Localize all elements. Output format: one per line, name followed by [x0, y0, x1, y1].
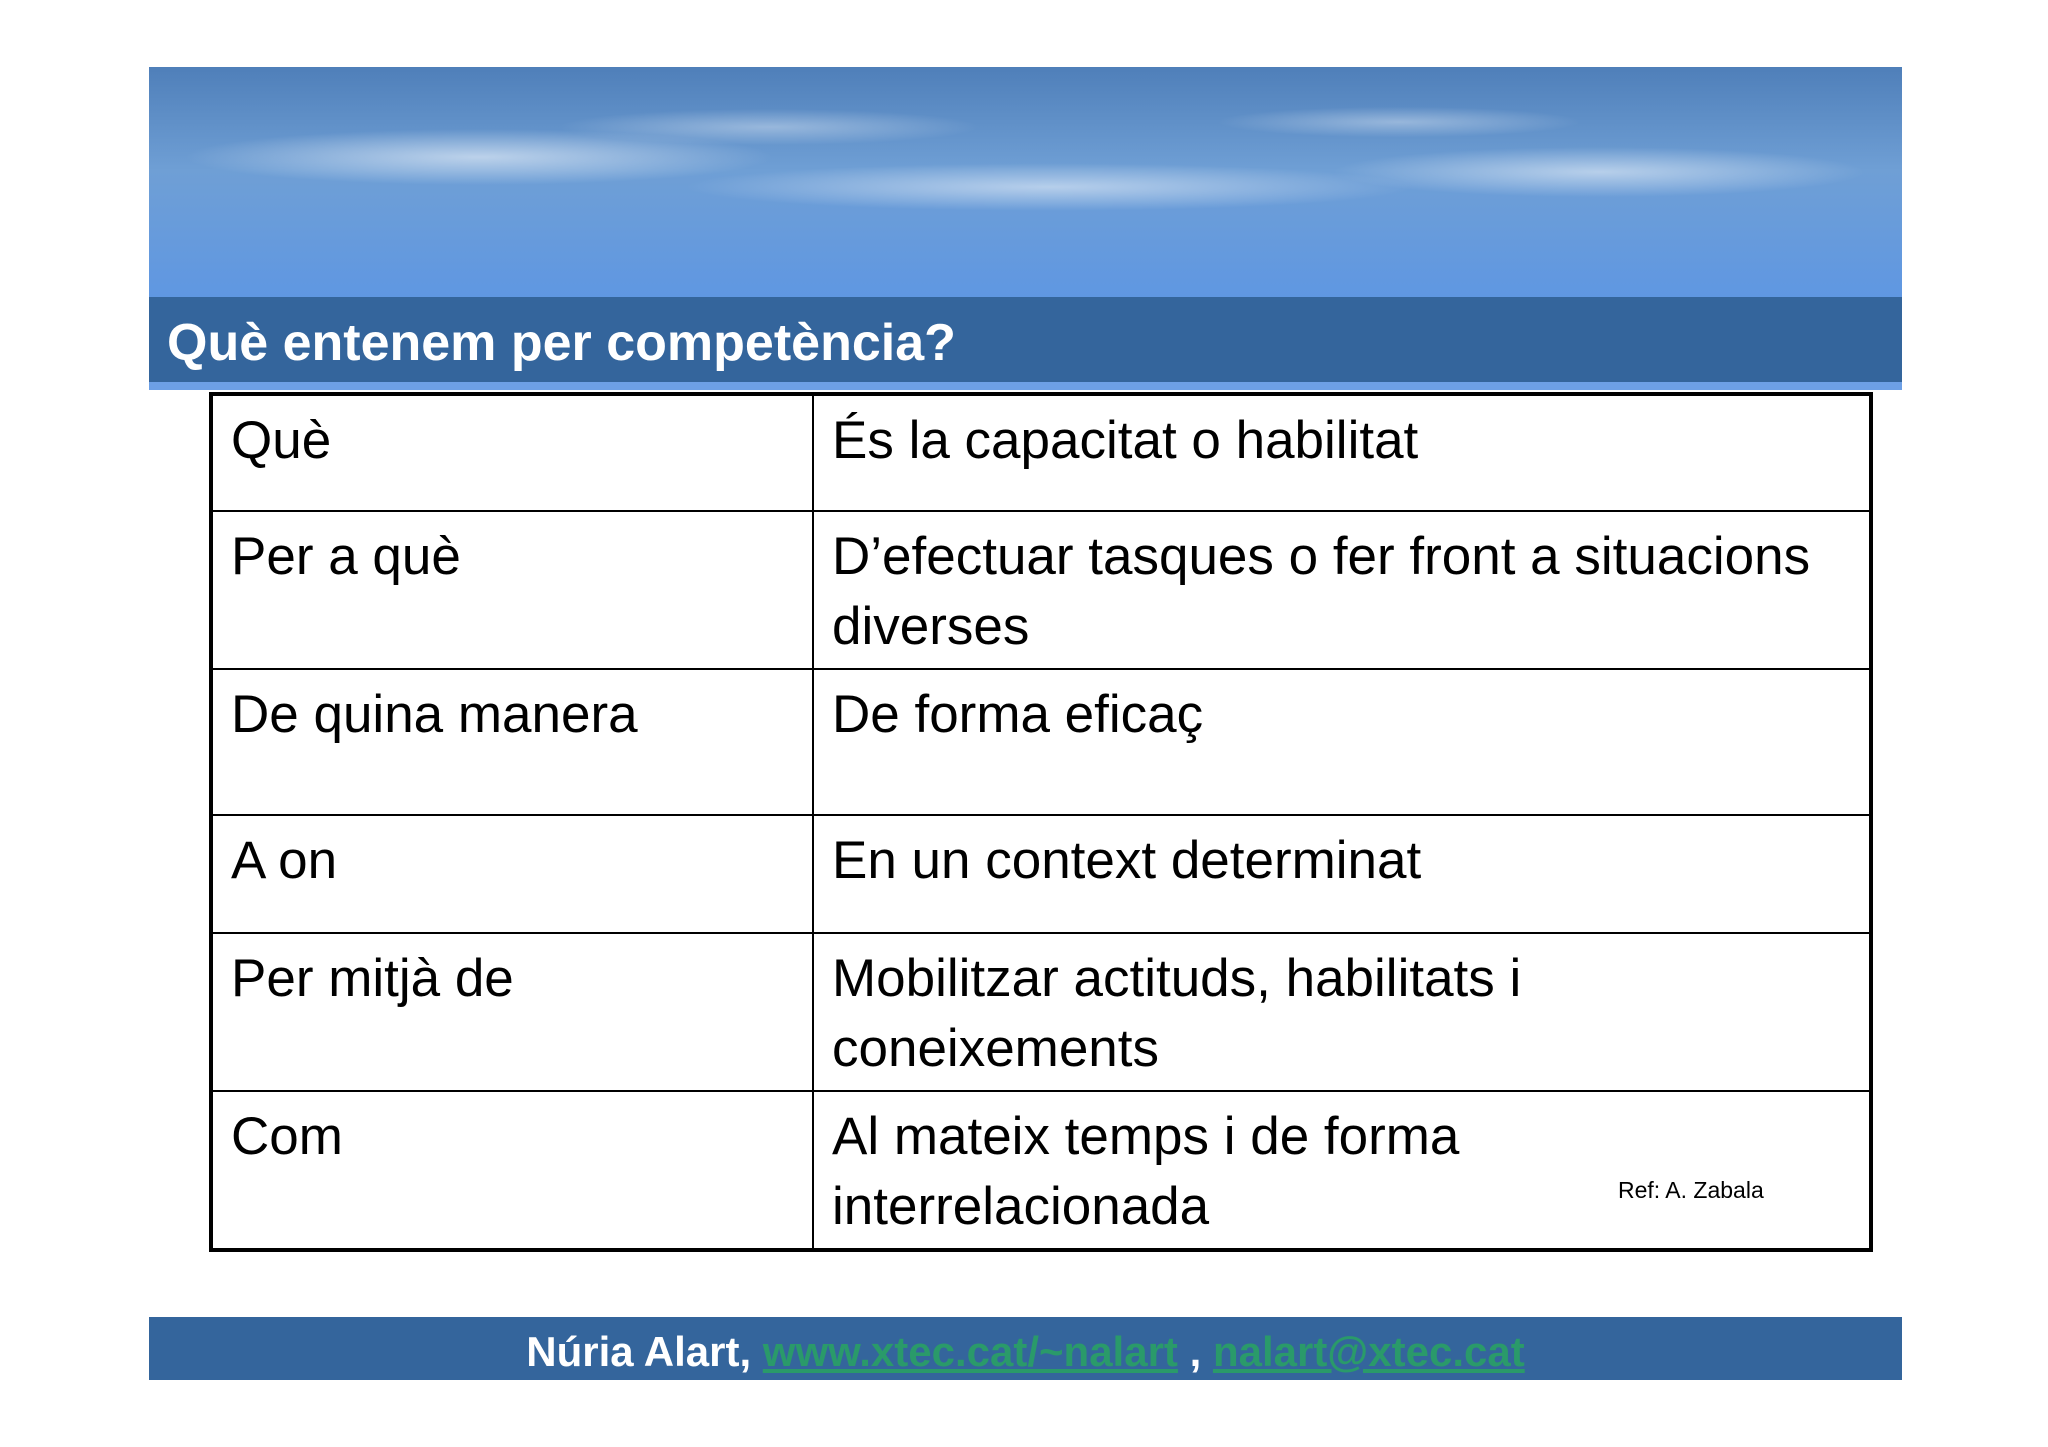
- table-row: [211, 394, 1871, 511]
- row-key: De quina manera: [211, 669, 813, 815]
- row-key: A on: [211, 815, 813, 933]
- table-row: [211, 1091, 1871, 1250]
- row-value: Mobilitzar actituds, habilitats i coneixements: [813, 933, 1871, 1091]
- table-row: [211, 669, 1871, 815]
- footer-separator: ,: [1189, 1328, 1202, 1375]
- footer-credits: [526, 1329, 1524, 1375]
- row-key: Per mitjà de: [211, 933, 813, 1091]
- row-value: En un context determinat: [813, 815, 1871, 933]
- row-value: Al mateix temps i de forma interrelacionada: [813, 1091, 1871, 1250]
- footer-bar: [149, 1317, 1902, 1380]
- table-row: [211, 511, 1871, 669]
- row-key: Com: [211, 1091, 813, 1250]
- table-row: [211, 933, 1871, 1091]
- row-value: De forma eficaç: [813, 669, 1871, 815]
- footer-author: Núria Alart,: [526, 1328, 752, 1375]
- footer-email-link[interactable]: nalart@xtec.cat: [1212, 1328, 1525, 1375]
- sky-banner-image: [149, 67, 1902, 297]
- row-value: És la capacitat o habilitat: [813, 394, 1871, 511]
- table-row: [211, 815, 1871, 933]
- title-bar: [149, 297, 1902, 390]
- row-key: Per a què: [211, 511, 813, 669]
- reference-note: Ref: A. Zabala: [1618, 1177, 1764, 1203]
- slide-title: Què entenem per competència?: [167, 314, 956, 372]
- row-value: D’efectuar tasques o fer front a situacions diverses: [813, 511, 1871, 669]
- row-key: Què: [211, 394, 813, 511]
- competence-table: [209, 392, 1873, 1252]
- footer-website-link[interactable]: www.xtec.cat/~nalart: [762, 1328, 1178, 1375]
